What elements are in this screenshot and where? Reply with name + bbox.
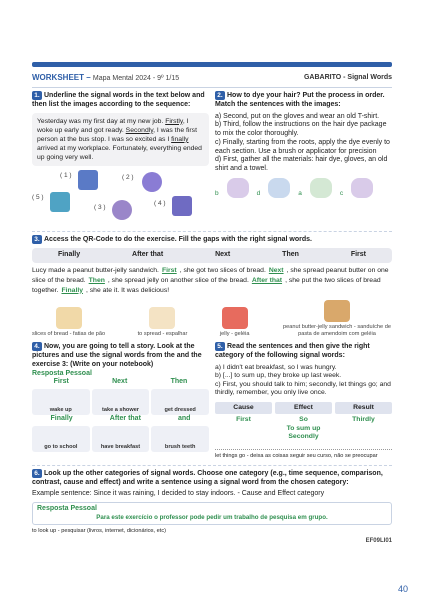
ex2-step-a: a) Second, put on the gloves and wear an old T-shirt.: [215, 112, 380, 120]
exercise-5: 5. Read the sentences and then give the right category of the following signal words: a) I didn't eat breakfast, so I was hungry. b) [...] to sum up, they broke up last week. c) First, you should talk to him; secondly, let things go; and thirdly, remember, you only live once. Cause Effect Result First So Thirdly To sum up Secondly let things go - deixa as coisas seguir seu curso, não se preocupar: [215, 343, 391, 459]
materials-image: [268, 178, 290, 198]
page-number: 40: [398, 584, 409, 594]
sandwich-image: peanut butter-jelly sandwich - sanduíche de pasta de amendoim com geléia: [282, 300, 392, 338]
jelly-image: jelly - geléia: [220, 307, 250, 338]
gap-answer: Next: [268, 266, 284, 274]
word-bank: Finally After that Next Then First: [32, 248, 392, 263]
exercise-3: 3. Access the QR-Code to do the exercise. Fill the gaps with the right signal words. Finally After that Next Then First Lucy made a peanut butter-jelly sandwich. First , she got two slices of bread. Next , she spread peanut butter on one slice of the bread. Then , she spread jelly on another slice of the bread. After that , she put the two slices of bread together. Finally , she ate it. It was delicious! slices of bread - fatias de pão to spread - espalhar jelly - geléia peanut butter-jelly sandwich - sanduíche de pasta de amendoim com geléia: [32, 231, 392, 338]
ex2-step-d: d) First, gather all the materials: hair dye, gloves, an old shirt and a towel.: [215, 156, 388, 172]
gap-answer: After that: [251, 276, 283, 284]
ex2-steps: [215, 113, 392, 174]
exercise-2: 2. How to dye your hair? Put the process in order. Match the sentences with the images: a) Second, put on the gloves and wear an old T-shirt. b) Third, follow the instructions on the hair dye package to mix the color thoroughly. c) Finally, starting from the roots, apply the dye evenly to each section. Use a brush or applicator for precision d) First, gather all the materials: hair dye, gloves, an old shirt and a towel. b d a c: [215, 91, 392, 226]
signal-word: Firstly: [165, 117, 183, 125]
category-table: Cause Effect Result: [215, 402, 392, 414]
gloves-image: [310, 178, 332, 198]
bus-stop-icon: [112, 200, 132, 220]
ex6-answer-box: Resposta Pessoal Para este exercício o professor pode pedir um trabalho de pesquisa em grupo.: [32, 502, 392, 525]
office-icon: [172, 196, 192, 216]
ex2-step-b: b) Third, follow the instructions on the hair dye package to mix the color thoroughly.: [215, 121, 387, 137]
hair-dye-image: [227, 178, 249, 198]
signal-word: finally: [171, 135, 189, 143]
exercise-6: 6. Look up the other categories of signal words. Choose one category (e.g., time sequence, comparison, contrast, cause and effect) and write a sentence using a signal word from the chosen category: Example sentence: Since it was raining, I decided to stay indoors. - Cause and Effect category Resposta Pessoal Para este exercício o professor pode pedir um trabalho de pesquisa em grupo. to look up - pesquisar (livros, internet, dicionários, etc) EF09LI01: [32, 465, 392, 546]
teeth-image: brush teeth: [151, 426, 209, 452]
answer-key-label: GABARITO - Signal Words: [303, 74, 392, 82]
worksheet-title: WORKSHEET – Mapa Mental 2024 - 9º 1/15: [32, 73, 180, 83]
ex2-instruction: How to dye your hair? Put the process in order. Match the sentences with the images:: [215, 92, 385, 108]
ex2-step-c: c) Finally, starting from the roots, apply the dye evenly to each section. Use a brush or applicator for precision: [215, 138, 390, 155]
header-rule: [32, 62, 392, 67]
bread-image: slices of bread - fatias de pão: [32, 307, 105, 338]
brush-image: [351, 178, 373, 198]
skill-code: EF09LI01: [365, 538, 392, 545]
workplace-icon: [50, 192, 70, 212]
gap-answer: Finally: [61, 286, 83, 294]
ex4-response: Resposta Pessoal: [32, 369, 92, 377]
ex5-gloss: let things go - deixa as coisas seguir seu curso, não se preocupar: [215, 452, 378, 459]
ex3-images: [32, 298, 392, 338]
ex4-instruction: Now, you are going to tell a story. Look at the pictures and use the signal words from the and the exercise 3: (Write on your notebook): [32, 343, 202, 368]
gap-answer: Then: [88, 276, 105, 284]
ex6-instruction: Look up the other categories of signal words. Choose one category (e.g., time sequence, comparison, contrast, cause and effect) and write a sentence using a signal word from the chosen category:: [32, 469, 383, 486]
worksheet-page: [32, 70, 392, 575]
shower-image: take a shower: [92, 389, 150, 415]
spread-image: to spread - espalhar: [138, 307, 188, 338]
ex1-instruction: Underline the signal words in the text below and then list the images according to the sequence:: [32, 92, 205, 108]
ex5-instruction: Read the sentences and then give the right category of the following signal words:: [215, 343, 370, 360]
ex6-gloss: to look up - pesquisar (livros, internet, dicionários, etc): [32, 527, 166, 534]
ex1-images: ( 1 ) ( 2 ) ( 5 ) ( 3 ) ( 4 ): [32, 170, 209, 226]
ex2-images: b d a c: [215, 178, 392, 198]
exercise-4: 4. Now, you are going to tell a story. Look at the pictures and use the signal words from the and the exercise 3: (Write on your notebook) Resposta Pessoal First Next Then wake up take a shower get dressed Finally After that and go to school have breakfast brush teeth: [32, 342, 209, 459]
ex3-text: Lucy made a peanut butter-jelly sandwich. First , she got two slices of bread. Next , she spread peanut butter on one slice of the bread. Then , she spread jelly on another slice of the bread. After that , she put the two slices of bread together. Finally , she ate it. It was delicious!: [32, 266, 389, 294]
ex3-instruction: Access the QR-Code to do the exercise. Fill the gaps with the right signal words.: [44, 236, 312, 244]
ex1-story: Yesterday was my first day at my new job. Firstly, I woke up early and got ready. Secondly, I was the first person at the bus stop. I was so excited as I finally arrived at my workplace. Fortunately, everything ended up going very well.: [32, 113, 209, 167]
ex4-picture-grid: [32, 389, 209, 415]
wake-up-image: wake up: [32, 389, 90, 415]
ex6-example: Example sentence: Since it was raining, I decided to stay indoors. - Cause and Effect category: [32, 490, 325, 498]
school-image: go to school: [32, 426, 90, 452]
gap-answer: First: [161, 266, 177, 274]
alarm-clock-icon: [78, 170, 98, 190]
worksheet-header: [32, 70, 392, 88]
shower-icon: [142, 172, 162, 192]
top-margin: [0, 0, 424, 60]
breakfast-image: have breakfast: [92, 426, 150, 452]
exercise-1: 1. Underline the signal words in the text below and then list the images according to the sequence: Yesterday was my first day at my new job. Firstly, I woke up early and got ready. Secondly, I was the first person at the bus stop. I was so excited as I finally arrived at my workplace. Fortunately, everything ended up going very well. ( 1 ) ( 2 ) ( 5 ) ( 3 ) ( 4 ): [32, 91, 209, 226]
dressed-image: get dressed: [151, 389, 209, 415]
signal-word: Secondly: [125, 126, 154, 134]
